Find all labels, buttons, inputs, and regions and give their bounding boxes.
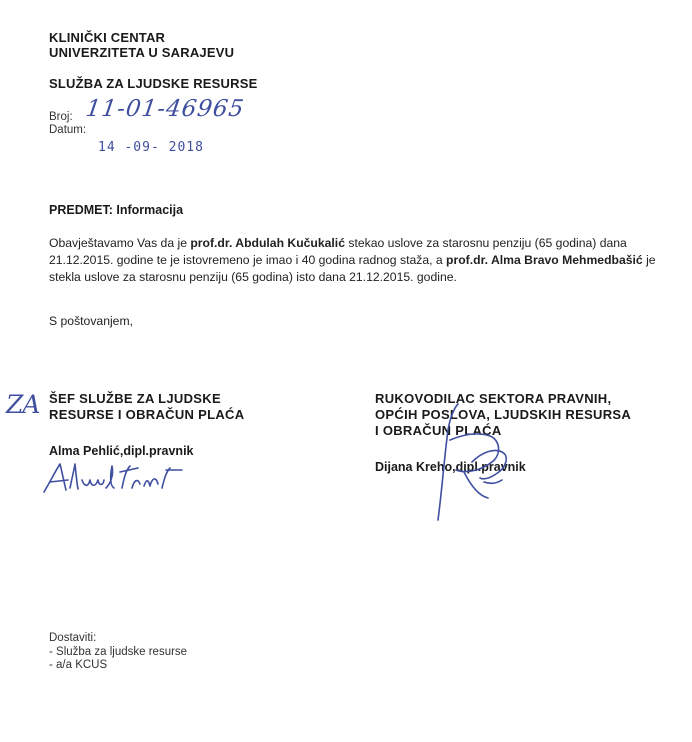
left-title-line-1: ŠEF SLUŽBE ZA LJUDSKE	[49, 391, 221, 406]
left-signatory-title	[49, 391, 244, 423]
right-handwritten-signature	[420, 400, 530, 525]
body-text-part-3: je stekla uslove za starosnu penziju (65 godina) isto dana 21.12.2015. godine.	[49, 253, 656, 284]
distribution-label: Dostaviti:	[49, 632, 97, 644]
right-title-line-1: RUKOVODILAC SEKTORA PRAVNIH,	[375, 391, 612, 406]
institution-line-1: KLINIČKI CENTAR	[49, 30, 166, 45]
broj-label: Broj:	[49, 111, 73, 123]
distribution-block	[49, 632, 187, 673]
distribution-item: - a/a KCUS	[49, 659, 108, 671]
body-text-part-1: Obavještavamo Vas da je	[49, 236, 191, 250]
right-title-line-2: OPĆIH POSLOVA, LJUDSKIH RESURSA	[375, 407, 632, 422]
datum-label: Datum:	[49, 124, 87, 136]
za-handwritten-mark: ZA	[6, 390, 40, 419]
date-stamp: 14 -09- 2018	[98, 140, 204, 155]
institution-name	[49, 30, 234, 60]
department-name: SLUŽBA ZA LJUDSKE RESURSE	[49, 76, 258, 91]
person-name-2: prof.dr. Alma Bravo Mehmedbašić	[446, 253, 643, 267]
left-title-line-2: RESURSE I OBRAČUN PLAĆA	[49, 407, 245, 422]
distribution-item: - Služba za ljudske resurse	[49, 645, 188, 658]
person-name-1: prof.dr. Abdulah Kučukalić	[190, 236, 345, 250]
right-title-line-3: I OBRAČUN PLAĆA	[375, 423, 502, 438]
subject-line: PREDMET: Informacija	[49, 203, 184, 217]
broj-handwritten-value: 11-01-46965	[84, 96, 247, 122]
right-signatory-name: Dijana Kreho,dipl.pravnik	[375, 460, 526, 474]
left-handwritten-signature	[40, 458, 190, 498]
closing-salutation: S poštovanjem,	[49, 314, 134, 328]
body-text-part-2: stekao uslove za starosnu penziju (65 godina) dana 21.12.2015. godine te je istovremeno je imao i 40 godina radnog staža, a	[49, 236, 627, 267]
left-signatory-name: Alma Pehlić,dipl.pravnik	[49, 444, 194, 458]
institution-line-2: UNIVERZITETA U SARAJEVU	[49, 45, 235, 60]
body-paragraph	[49, 235, 671, 286]
